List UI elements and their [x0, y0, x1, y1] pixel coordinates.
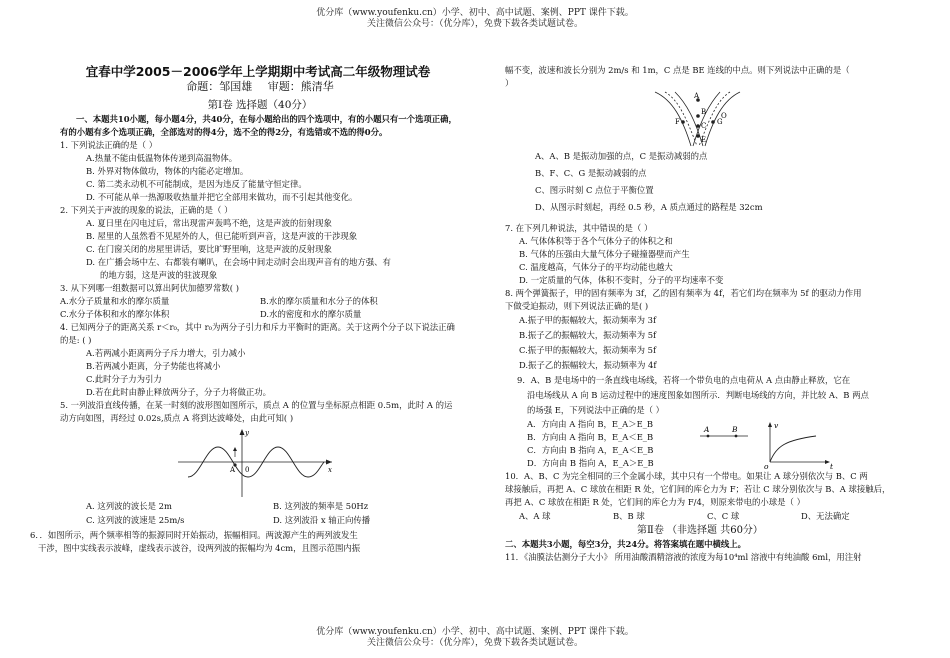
point-b-dot [696, 114, 700, 118]
question-stem: 4. 已知两分子的距离关系 r＜r₀，其中 r₀为两分子引力和斥力平衡时的距离。关于这两个分子以下说法正确的是: ( ) [60, 322, 455, 345]
option-a: A、A 球 [519, 511, 551, 521]
footer-ad-line1: 优分库（www.youfenku.cn）小学、初中、高中试题、案例、PPT 课件下载。 [316, 627, 634, 637]
option-d: D、从图示时刻起，再经 0.5 秒，A 质点通过的路程是 32cm [535, 202, 763, 212]
option-d: D.若在此时由静止释放两分子，分子力将做正功。 [86, 387, 271, 397]
option-b: B. 屋里的人虽然看不见屋外的人，但已能听到声音，这是声波的干涉现象 [86, 231, 358, 241]
option-b: B.水的摩尔质量和水分子的体积 [260, 296, 378, 306]
option-b: B. 气体的压强由大量气体分子碰撞器壁而产生 [519, 249, 690, 259]
header-ad-line2: 关注微信公众号：（优分库），免费下载各类试题试卷。 [366, 19, 583, 29]
option-a: A. 这列波的波长是 2m [86, 501, 172, 511]
label-x: x [328, 466, 332, 474]
point-e-dot [696, 134, 700, 138]
option-a: A、A、B 是振动加强的点，C 是振动减弱的点 [535, 151, 708, 161]
option-b: B. 这列波的频率是 50Hz [273, 501, 369, 511]
option-c: C.水分子体积和水的摩尔体积 [60, 309, 170, 319]
question-stem-line2: 球接触后，再把 A、C 球放在相距 R 处，它们间的库仑力为 F；若让 C 球分别依次与 B、A 球接触后， [505, 484, 891, 494]
option-c: C. 温度越高，气体分子的平均动能也越大 [519, 262, 673, 272]
option-c: C. 第二类永动机不可能制成，是因为违反了能量守恒定律。 [86, 179, 307, 189]
option-b: B.振子乙的振幅较大，振动频率为 5f [519, 330, 657, 340]
author: 命题：邹国雄 [186, 80, 253, 93]
exam-title: 宜春中学2005－2006学年上学期期中考试高二年级物理试卷 [85, 64, 431, 79]
option-a: A.若两减小距离两分子斥力增大，引力减小 [86, 348, 246, 358]
label-b: B [701, 108, 707, 116]
option-d: D.振子乙的振幅较大，振动频率为 4f [519, 360, 657, 370]
question-stem-line3: 再把 A、C 球放在相距 R 处，它们间的库仑力为 F/4，则原来带电的小球是（ ） [505, 497, 805, 507]
label-f: F [675, 118, 680, 126]
option-b: B．方向由 A 指向 B，E_A＜E_B [527, 432, 654, 442]
option-a: A．方向由 A 指向 B，E_A＞E_B [527, 419, 654, 429]
option-c: C.此时分子力为引力 [86, 374, 162, 384]
question-10 [505, 470, 895, 523]
question-6-stem-line3: 幅不变，波速和波长分别为 2m/s 和 1m，C 点是 BE 连线的中点。则下列说法中正确的是（ [505, 65, 850, 75]
question-stem-line2: 干涉，图中实线表示波峰，虚线表示波谷，设两列波的振幅均为 4cm，且图示范围内振 [38, 543, 361, 553]
x-axis-arrow-icon [326, 460, 332, 465]
footer-ad [0, 627, 950, 649]
question-stem-line2: 沿电场线从 A 向 B 运动过程中的速度图象如图所示．判断电场线的方向，并比较 A、B 两点 [527, 390, 869, 400]
label-a: A [704, 425, 710, 434]
question-stem: 2. 下列关于声波的现象的说法，正确的是（ ） [60, 205, 233, 215]
question-2 [60, 204, 460, 282]
option-b: B. 外界对物体做功，物体的内能必定增加。 [86, 166, 249, 176]
option-c: C. 这列波的波速是 25m/s [86, 515, 185, 525]
option-c: C、C 球 [707, 511, 740, 521]
question-stem-line2: 下做受迫振动，则下列说法正确的是( ) [505, 301, 649, 311]
motion-arrow-icon [233, 447, 237, 451]
option-c: C．方向由 B 指向 A，E_A＜E_B [527, 445, 654, 455]
question-stem: 7. 在下列几种说法，其中错误的是（ ） [505, 223, 653, 233]
option-c: C、图示时刻 C 点位于平衡位置 [535, 185, 654, 195]
option-c: C. 在门窗关闭的房屋里讲话，要比旷野里响，这是声波的反射现象 [86, 244, 332, 254]
question-stem-line3: 的场强 E，下列说法中正确的是（ ） [527, 405, 665, 415]
part2-title: 第Ⅱ卷 （非选择题 共60分） [637, 525, 763, 536]
question-5 [60, 399, 460, 527]
point-g-dot [711, 120, 715, 124]
option-d: D. 在广播会场中左、右都装有喇叭，在会场中间走动时会出现声音有的地方强、有 [86, 257, 391, 267]
option-d: D、无法确定 [801, 511, 850, 521]
label-o: O [721, 112, 727, 120]
left-column [30, 64, 460, 555]
wave-diagram [60, 425, 460, 499]
question-11-stem: 11．《油膜法估测分子大小》 所用油酸酒精溶液的浓度为每10⁴ml 溶液中有纯油酸 6ml，用注射 [505, 552, 862, 562]
field-line-figure [670, 418, 870, 470]
label-b: B [732, 425, 738, 434]
option-d: D. 这列波沿 x 轴正向传播 [273, 515, 371, 525]
option-d: D. 一定质量的气体，体积不变时，分子的平均速率不变 [519, 275, 724, 285]
option-a: A.水分子质量和水的摩尔质量 [60, 296, 170, 306]
v-axis-arrow-icon [768, 422, 772, 427]
question-7 [505, 222, 895, 287]
part1-title: 第Ⅰ卷 选择题（40分） [207, 99, 313, 111]
question-stem: 5. 一列波沿直线传播，在某一时刻的波形图如图所示，质点 A 的位置与坐标原点相距 0.5m，此时 A 的运动方向如图，再经过 0.02s,质点 A 将到达波峰处，由此可知( ) [60, 400, 453, 423]
point-b-dot [735, 435, 738, 438]
y-axis-arrow-icon [240, 429, 245, 435]
point-f-dot [681, 120, 685, 124]
option-b: B、B 球 [613, 511, 645, 521]
part2-intro: 二、本题共3小题，每空3分，共24分。将答案填在题中横线上。 [505, 539, 747, 549]
label-a: A [694, 92, 700, 100]
label-e: E [701, 136, 707, 144]
question-6-stem-line4: ） [505, 78, 514, 88]
point-a-dot [707, 435, 710, 438]
option-a: A. 气体体积等于各个气体分子的体积之和 [519, 236, 673, 246]
label-t: t [830, 462, 834, 470]
label-g: G [717, 118, 723, 126]
wave-figure [60, 425, 460, 499]
header-ad-line1: 优分库（www.youfenku.cn）小学、初中、高中试题、案例、PPT 课件下载。 [316, 8, 634, 18]
crest-line [655, 92, 691, 146]
footer-ad-line2: 关注微信公众号：（优分库），免费下载各类试题试卷。 [366, 638, 583, 648]
part1-intro: 一、本题共10小题，每小题4分，共40分，在每小题给出的四个选项中，有的小题只有一个选项正确，有的小题有多个选项正确，全部选对的得4分，选不全的得2分，有选错或不选的得0分。 [60, 114, 457, 137]
point-c-dot [696, 124, 700, 128]
question-8 [505, 287, 895, 373]
question-stem-line1: 9．A、B 是电场中的一条直线电场线，若将一个带负电的点电荷从 A 点由静止释放，它在 [517, 375, 851, 385]
label-origin: 0 [245, 466, 250, 474]
option-d: D. 不可能从单一热源吸收热量并把它全部用来做功，而不引起其他变化。 [86, 192, 358, 202]
label-a: A [230, 466, 236, 474]
velocity-curve [770, 436, 816, 462]
option-a: A. 夏日里在闪电过后，常出现雷声轰鸣不绝，这是声波的衍射现象 [86, 218, 332, 228]
interference-diagram [505, 90, 895, 148]
exam-authors [60, 80, 460, 94]
header-ad [0, 8, 950, 30]
question-stem: 3. 从下列哪一组数据可以算出阿伏加德罗常数( ) [60, 283, 239, 293]
reviewer: 审题：熊清华 [267, 80, 334, 93]
question-6-options [505, 148, 895, 216]
question-4 [60, 321, 460, 399]
question-stem-line1: 8. 两个弹簧振子，甲的固有频率为 3f，乙的固有频率为 4f，若它们均在频率为 5f 的驱动力作用 [505, 288, 862, 298]
label-origin: o [764, 462, 769, 470]
interference-figure [505, 90, 895, 148]
option-c: C.振子甲的振幅较大，振动频率为 5f [519, 345, 657, 355]
option-a: A.振子甲的振幅较大，振动频率为 3f [519, 315, 657, 325]
question-3 [60, 282, 460, 321]
question-stem-line1: 6．．如图所示，两个频率相等的振源同时开始振动，振幅相同。两波源产生的两列波发生 [30, 530, 358, 540]
label-c: C [701, 122, 707, 130]
trough-line [665, 92, 697, 146]
question-1 [60, 139, 460, 204]
option-b: B.若两减小距离，分子势能也将减小 [86, 361, 221, 371]
option-b: B、F、C、G 是振动减弱的点 [535, 168, 647, 178]
question-9 [505, 373, 895, 470]
label-v: v [774, 421, 779, 430]
option-a: A.热量不能由低温物体传递到高温物体。 [86, 153, 238, 163]
option-d: D.水的密度和水的摩尔质量 [260, 309, 362, 319]
option-d-cont: 的地方弱，这是声波的驻波现象 [100, 270, 218, 280]
label-y: y [245, 429, 249, 437]
option-d: D．方向由 B 指向 A，E_A＞E_B [527, 458, 654, 468]
question-stem: 1. 下列说法正确的是（ ） [60, 140, 158, 150]
question-stem-line1: 10．A、B、C 为完全相同的三个金属小球，其中只有一个带电。如果让 A 球分别依次与 B、C 两 [505, 471, 868, 481]
question-6-stem [30, 529, 460, 555]
right-column [505, 64, 895, 564]
